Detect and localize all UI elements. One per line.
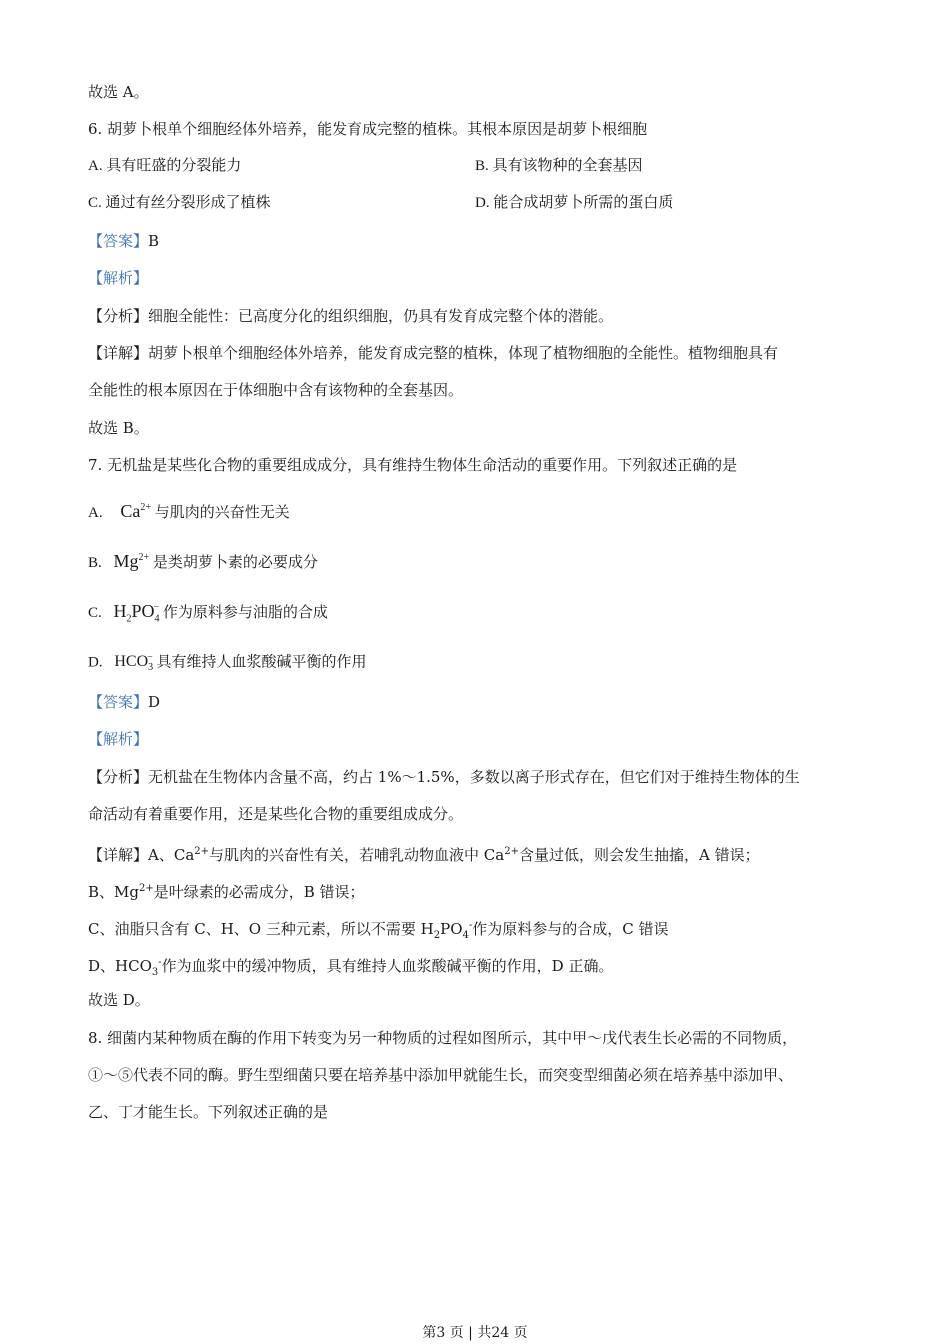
answer-tag: 【答案】: [88, 693, 149, 711]
xiangjie-text: 胡萝卜根单个细胞经体外培养，能发育成完整的植株，体现了植物细胞的全能性。植物细胞具有: [148, 344, 779, 362]
question-6-option-c: C. 通过有丝分裂形成了植株: [88, 195, 271, 211]
option-letter: D.: [88, 654, 103, 671]
answer-value: D: [148, 693, 161, 711]
question-7-option-d: [88, 648, 367, 679]
question-7-option-b: [88, 548, 318, 573]
analysis-header: 【解析】: [88, 730, 149, 748]
analysis-xiangjie-6b: 全能性的根本原因在于体细胞中含有该物种的全套基因。: [88, 381, 464, 399]
option-letter: C.: [88, 605, 102, 621]
answer-7: [88, 692, 160, 712]
option-text: 是类胡萝卜素的必要成分: [149, 555, 318, 571]
question-6-option-b: B. 具有该物种的全套基因: [475, 158, 643, 174]
fenxi-text: 细胞全能性：已高度分化的组织细胞，仍具有发育成完整个体的潜能。: [148, 307, 614, 325]
fenxi-tag: 【分析】: [88, 768, 149, 786]
ion: $Ca^{2+}$: [120, 501, 151, 521]
option-text: 作为原料参与油脂的合成: [159, 605, 328, 621]
xiangjie-tag: 【详解】: [88, 344, 149, 362]
answer-6: [88, 231, 159, 251]
question-7-option-c: [88, 598, 328, 630]
ion: $HCO_3^-$: [114, 652, 154, 674]
answer-tag: 【答案】: [88, 232, 149, 250]
option-letter: B.: [88, 555, 102, 571]
answer-value: B: [148, 232, 160, 250]
fenxi-tag: 【分析】: [88, 307, 149, 325]
text-line: 故选 A。: [88, 83, 149, 101]
question-8-stem-3: 乙、丁才能生长。下列叙述正确的是: [88, 1103, 329, 1121]
ion: $Mg^{2+}$: [113, 551, 150, 571]
question-8-stem-2: ①～⑤代表不同的酶。野生型细菌只要在培养基中添加甲就能生长，而突变型细菌必须在培养基中添加甲、: [88, 1066, 794, 1084]
analysis-xiangjie-7a: 【详解】A、$Ca^{2+}$与肌肉的兴奋性有关，若哺乳动物血液中 $Ca^{2+}$含量过低，则会发生抽搐，A 错误；: [88, 846, 760, 864]
question-7-option-a: [88, 498, 290, 523]
xiangjie-tag: 【详解】: [88, 846, 149, 864]
question-8-stem-1: 8. 细菌内某种物质在酶的作用下转变为另一种物质的过程如图所示，其中甲～戊代表生长必需的不同物质，: [88, 1029, 798, 1047]
option-letter: A.: [88, 505, 103, 521]
analysis-fenxi-7b: 命活动有着重要作用，还是某些化合物的重要组成成分。: [88, 805, 464, 823]
question-6-stem: 6. 胡萝卜根单个细胞经体外培养，能发育成完整的植株。其根本原因是胡萝卜根细胞: [88, 120, 648, 138]
analysis-xiangjie-6a: [88, 343, 778, 363]
analysis-fenxi-7a: [88, 767, 800, 787]
question-6-option-a: A. 具有旺盛的分裂能力: [88, 158, 242, 174]
question-7-stem: 7. 无机盐是某些化合物的重要组成成分，具有维持生物体生命活动的重要作用。下列叙述正确的是: [88, 456, 738, 474]
question-6-option-d: D. 能合成胡萝卜所需的蛋白质: [475, 195, 674, 211]
analysis-xiangjie-7c: C、油脂只含有 C、H、O 三种元素，所以不需要 $H_2PO_4^-$作为原料参与的合成，C 错误: [88, 920, 669, 941]
analysis-xiangjie-7d: D、$HCO_3^-$作为血浆中的缓冲物质，具有维持人血浆酸碱平衡的作用，D 正确。: [88, 957, 614, 978]
select-7: 故选 D。: [88, 991, 150, 1009]
select-6: 故选 B。: [88, 419, 149, 437]
page-footer: 第3 页 | 共24 页: [422, 1325, 528, 1341]
ion: $H_2PO_4^-$: [113, 601, 160, 625]
analysis-xiangjie-7b: B、$Mg^{2+}$是叶绿素的必需成分，B 错误；: [88, 883, 365, 901]
option-text: 与肌肉的兴奋性无关: [150, 505, 290, 521]
option-text: 具有维持人血浆酸碱平衡的作用: [152, 654, 367, 671]
analysis-fenxi-6: [88, 306, 613, 326]
fenxi-text: 无机盐在生物体内含量不高，约占 1%～1.5%，多数以离子形式存在，但它们对于维持生物体的生: [148, 768, 800, 786]
analysis-header: 【解析】: [88, 269, 149, 287]
